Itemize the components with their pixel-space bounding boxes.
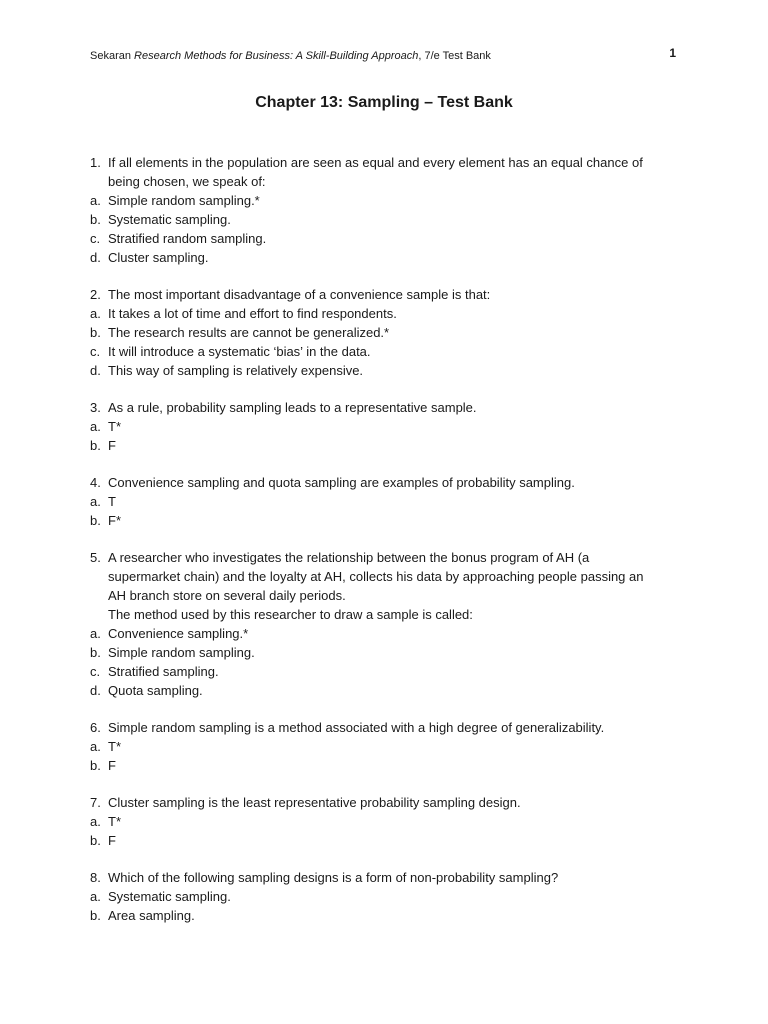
question <box>90 793 690 850</box>
option-text: T* <box>108 739 121 754</box>
question <box>90 153 690 267</box>
option-letter: a. <box>90 193 101 208</box>
question-stem-text: The most important disadvantage of a convenience sample is that: <box>108 287 491 302</box>
question-stem-line <box>90 868 690 887</box>
option-letter: b. <box>90 212 101 227</box>
question-stem-line <box>90 718 690 737</box>
answer-option <box>90 831 690 850</box>
question-number: 2. <box>90 287 101 302</box>
question-stem-line <box>90 586 690 605</box>
question-stem-text: Which of the following sampling designs is a form of non-probability sampling? <box>108 870 559 885</box>
question-stem-text: AH branch store on several daily periods. <box>108 588 346 603</box>
answer-option <box>90 681 690 700</box>
option-letter: d. <box>90 363 101 378</box>
question-number: 8. <box>90 870 101 885</box>
option-letter: a. <box>90 626 101 641</box>
question-number: 3. <box>90 400 101 415</box>
option-text: It takes a lot of time and effort to find respondents. <box>108 306 397 321</box>
question-stem-line <box>90 473 690 492</box>
question-stem-text: supermarket chain) and the loyalty at AH, collects his data by approaching people passing an <box>108 569 644 584</box>
question-stem-text: A researcher who investigates the relationship between the bonus program of AH (a <box>108 550 590 565</box>
option-letter: b. <box>90 645 101 660</box>
question-stem-line <box>90 398 690 417</box>
option-text: Quota sampling. <box>108 683 203 698</box>
answer-option <box>90 323 690 342</box>
option-letter: c. <box>90 231 101 246</box>
answer-option <box>90 812 690 831</box>
question-number: 5. <box>90 550 101 565</box>
answer-option <box>90 756 690 775</box>
option-letter: c. <box>90 344 101 359</box>
header-author: Sekaran <box>90 50 135 62</box>
option-text: Simple random sampling. <box>108 645 255 660</box>
question-number: 1. <box>90 155 101 170</box>
answer-option <box>90 436 690 455</box>
option-text: T* <box>108 814 121 829</box>
question-number: 4. <box>90 475 101 490</box>
question-stem-line <box>90 567 690 586</box>
option-text: Systematic sampling. <box>108 889 231 904</box>
option-text: Simple random sampling.* <box>108 193 260 208</box>
answer-option <box>90 906 690 925</box>
option-letter: b. <box>90 325 101 340</box>
option-text: F* <box>108 513 121 528</box>
option-letter: a. <box>90 306 101 321</box>
option-text: T* <box>108 419 121 434</box>
option-text: F <box>108 438 116 453</box>
question <box>90 285 690 380</box>
option-letter: b. <box>90 833 101 848</box>
question <box>90 868 690 925</box>
option-text: The research results are cannot be generalized.* <box>108 325 390 340</box>
answer-option <box>90 511 690 530</box>
option-letter: b. <box>90 438 101 453</box>
question-stem-text: Cluster sampling is the least representative probability sampling design. <box>108 795 521 810</box>
answer-option <box>90 737 690 756</box>
question-stem-text: Simple random sampling is a method associated with a high degree of generalizability. <box>108 720 605 735</box>
page-title: Chapter 13: Sampling – Test Bank <box>255 94 513 111</box>
option-text: Stratified random sampling. <box>108 231 267 246</box>
question-stem-line <box>90 605 690 624</box>
answer-option <box>90 662 690 681</box>
option-text: This way of sampling is relatively expensive. <box>108 363 364 378</box>
option-text: F <box>108 833 116 848</box>
answer-option <box>90 624 690 643</box>
question-stem-text: As a rule, probability sampling leads to a representative sample. <box>108 400 477 415</box>
option-letter: b. <box>90 908 101 923</box>
answer-option <box>90 361 690 380</box>
question-stem-text: Convenience sampling and quota sampling are examples of probability sampling. <box>108 475 575 490</box>
running-header <box>90 49 676 63</box>
header-suffix: Test Bank <box>439 50 491 62</box>
answer-option <box>90 417 690 436</box>
question-stem-line <box>90 548 690 567</box>
option-text: Convenience sampling.* <box>108 626 249 641</box>
header-edition: , 7/e <box>418 50 440 62</box>
question-stem-line <box>90 172 690 191</box>
question-stem-text: being chosen, we speak of: <box>108 174 266 189</box>
question-number: 6. <box>90 720 101 735</box>
question-stem-line <box>90 153 690 172</box>
answer-option <box>90 229 690 248</box>
answer-option <box>90 887 690 906</box>
option-letter: a. <box>90 814 101 829</box>
option-letter: b. <box>90 758 101 773</box>
page-number: 1 <box>669 46 676 60</box>
question <box>90 473 690 530</box>
answer-option <box>90 643 690 662</box>
option-letter: d. <box>90 250 101 265</box>
option-letter: b. <box>90 513 101 528</box>
question-list <box>90 153 690 943</box>
question-stem-text: The method used by this researcher to draw a sample is called: <box>108 607 473 622</box>
option-letter: a. <box>90 494 101 509</box>
option-text: It will introduce a systematic ‘bias’ in the data. <box>108 344 371 359</box>
question-stem-text: If all elements in the population are seen as equal and every element has an equal chance of <box>108 155 643 170</box>
option-text: F <box>108 758 116 773</box>
option-text: Stratified sampling. <box>108 664 219 679</box>
question-stem-line <box>90 793 690 812</box>
option-text: Systematic sampling. <box>108 212 231 227</box>
option-letter: a. <box>90 889 101 904</box>
option-text: Area sampling. <box>108 908 195 923</box>
answer-option <box>90 210 690 229</box>
option-letter: a. <box>90 739 101 754</box>
option-text: T <box>108 494 116 509</box>
question <box>90 398 690 455</box>
answer-option <box>90 342 690 361</box>
option-letter: d. <box>90 683 101 698</box>
option-letter: c. <box>90 664 101 679</box>
answer-option <box>90 492 690 511</box>
header-book-title: Research Methods for Business: A Skill-Building Approach <box>134 50 419 62</box>
question-number: 7. <box>90 795 101 810</box>
question <box>90 548 690 700</box>
option-text: Cluster sampling. <box>108 250 209 265</box>
answer-option <box>90 304 690 323</box>
option-letter: a. <box>90 419 101 434</box>
answer-option <box>90 248 690 267</box>
question-stem-line <box>90 285 690 304</box>
question <box>90 718 690 775</box>
answer-option <box>90 191 690 210</box>
